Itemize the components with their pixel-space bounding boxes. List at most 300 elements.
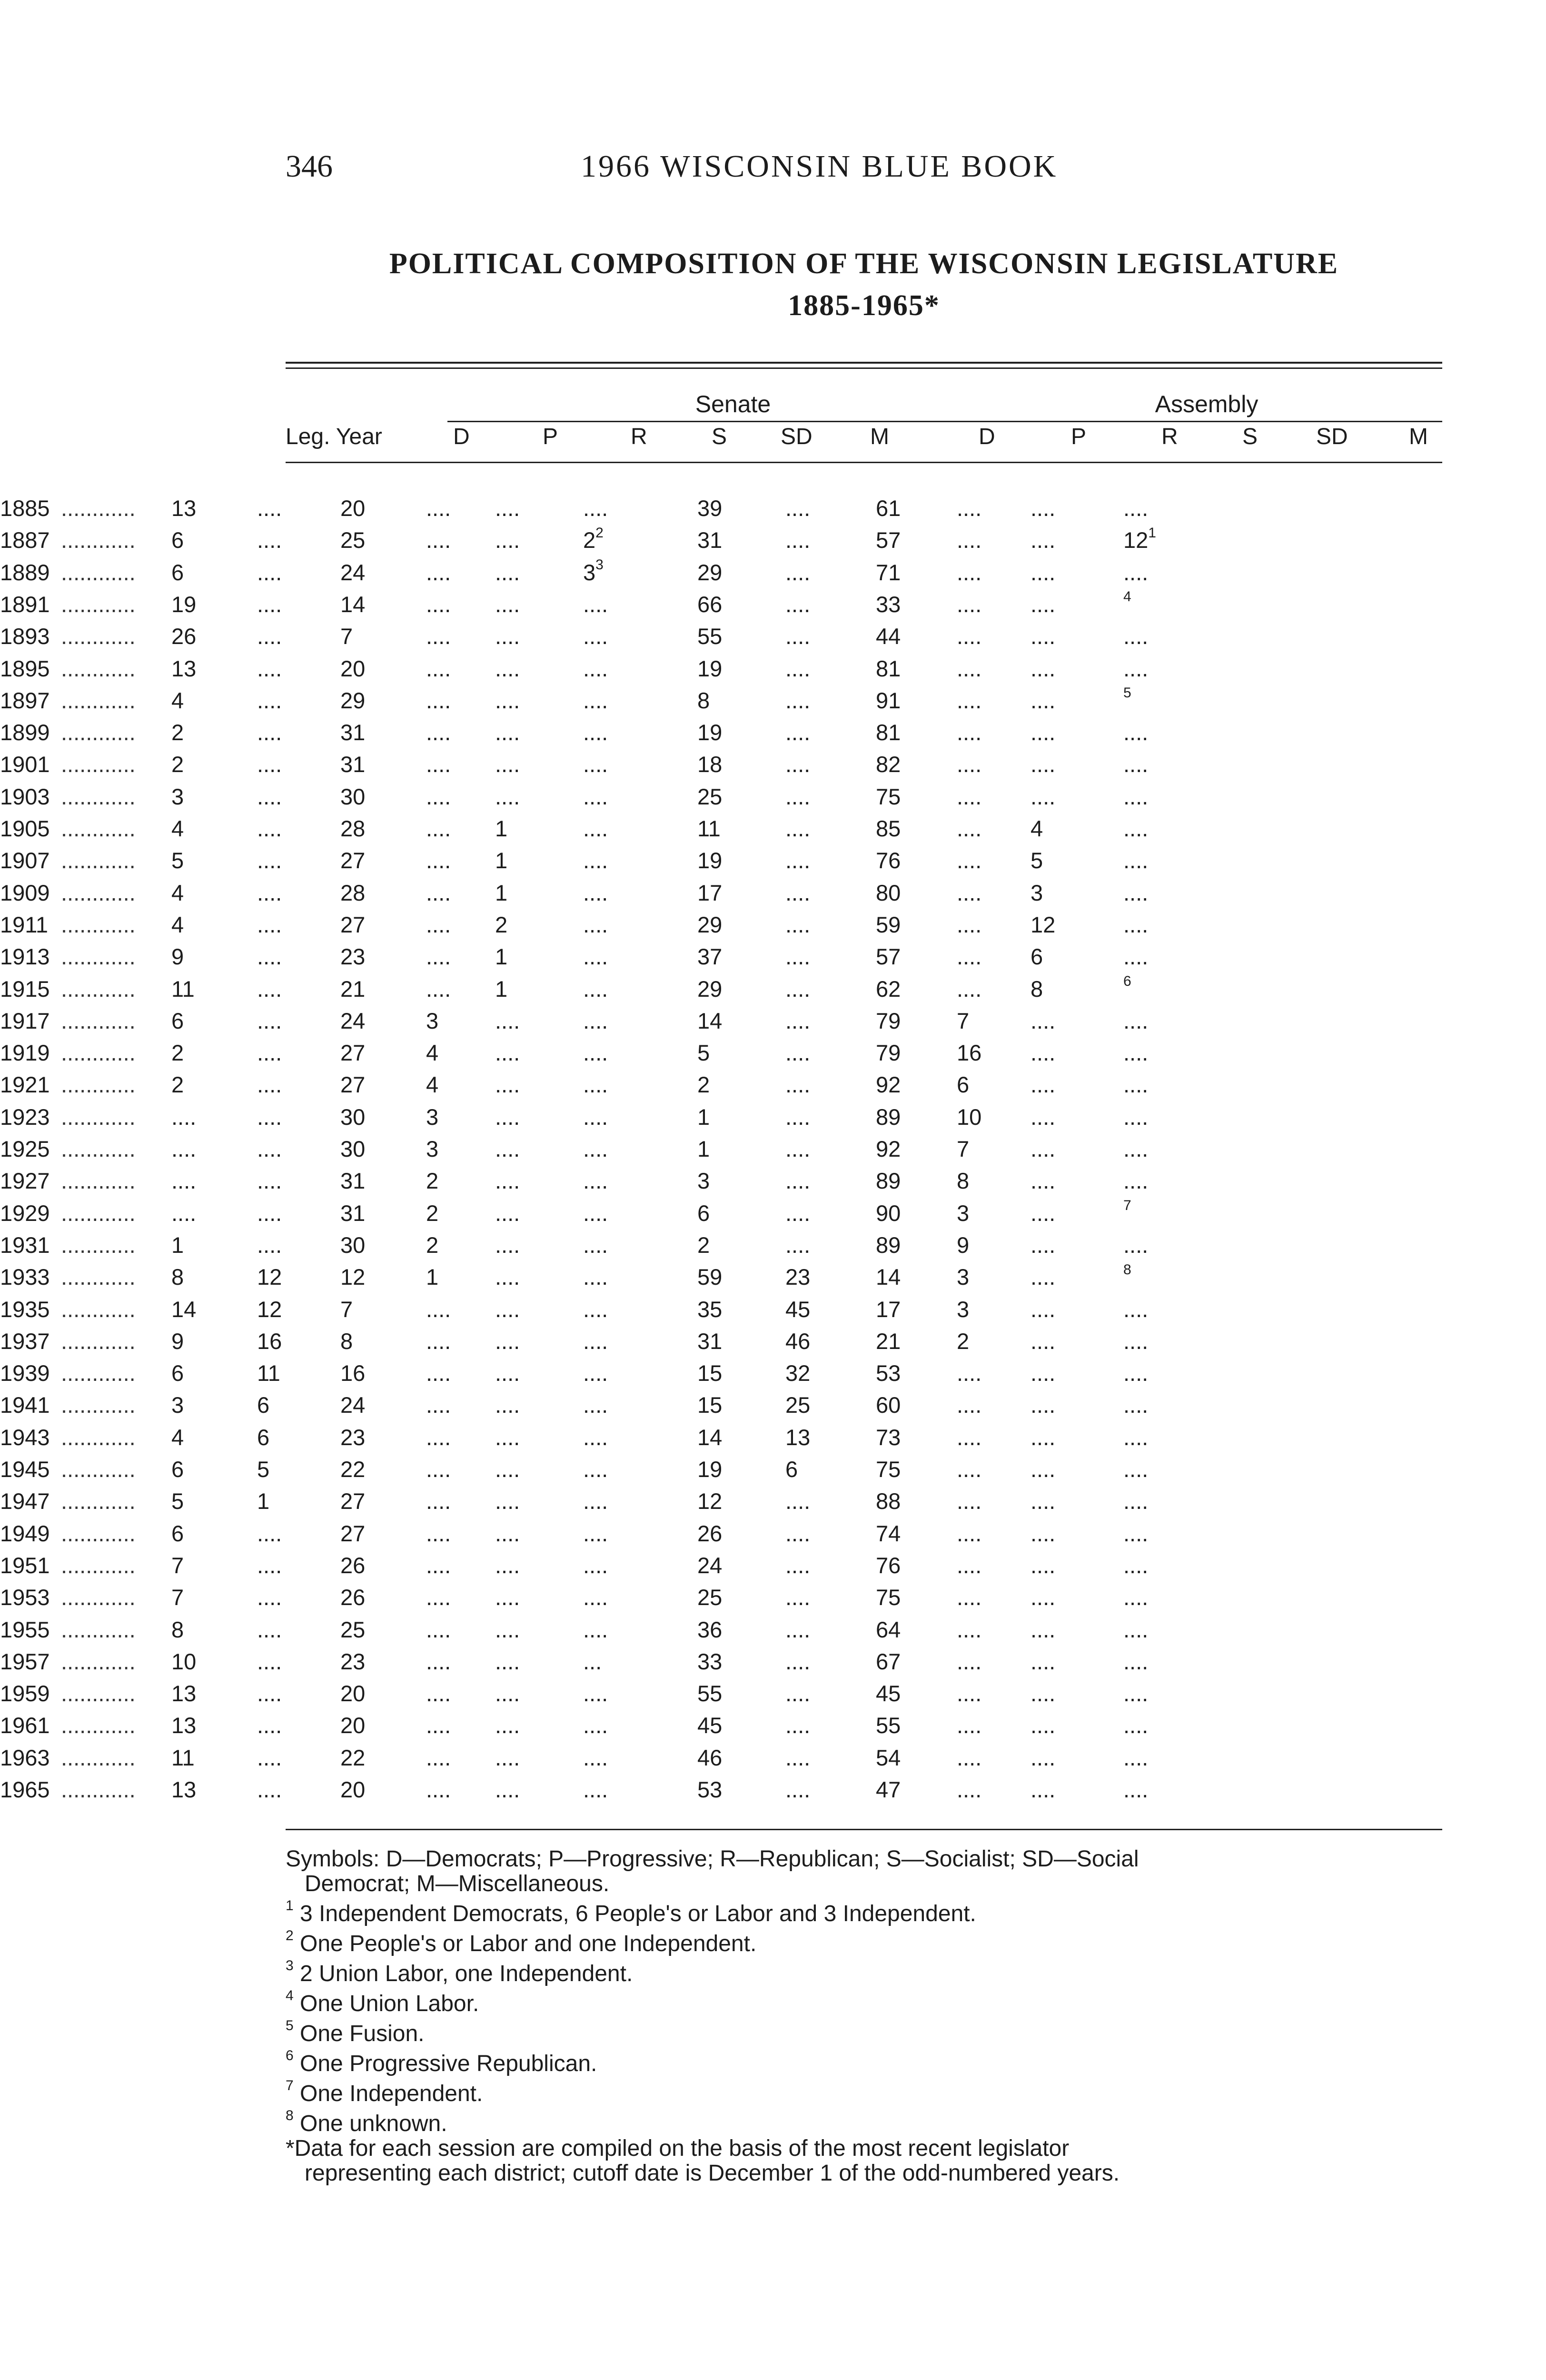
footnote bbox=[286, 1896, 1442, 1926]
senate-s-cell: 4 bbox=[426, 1040, 439, 1066]
assembly-s-cell: .... bbox=[957, 816, 982, 841]
row-year: 1947 bbox=[0, 1488, 50, 1514]
assembly-sd-cell: .... bbox=[1031, 1360, 1056, 1386]
assembly-r-cell: 57 bbox=[876, 527, 901, 553]
senate-r-cell: 24 bbox=[340, 1392, 366, 1418]
assembly-m-cell: .... bbox=[1123, 1296, 1149, 1322]
col-head-assembly-p: P bbox=[1071, 424, 1087, 449]
assembly-sd-cell: .... bbox=[1031, 783, 1056, 809]
senate-r-cell: 20 bbox=[340, 496, 366, 521]
table-row bbox=[0, 687, 1157, 719]
senate-group-heading: Senate bbox=[695, 391, 771, 417]
assembly-p-cell: .... bbox=[785, 1585, 811, 1610]
assembly-r-cell: 71 bbox=[876, 559, 901, 585]
senate-m-cell: .... bbox=[583, 720, 608, 745]
assembly-d-cell: 19 bbox=[697, 655, 723, 681]
senate-r-cell: 31 bbox=[340, 1168, 366, 1194]
footnote bbox=[286, 1926, 1442, 1956]
row-year: 1907 bbox=[0, 848, 50, 873]
senate-r-cell: 22 bbox=[340, 1457, 366, 1482]
table-row bbox=[0, 880, 1157, 912]
assembly-p-cell: 45 bbox=[785, 1296, 811, 1322]
assembly-r-cell: 85 bbox=[876, 816, 901, 841]
senate-sd-cell: .... bbox=[495, 1040, 520, 1066]
senate-d-cell: 2 bbox=[171, 1072, 184, 1098]
senate-d-cell: 13 bbox=[171, 1777, 197, 1802]
assembly-sd-cell: 4 bbox=[1031, 816, 1043, 841]
senate-r-cell: 27 bbox=[340, 1040, 366, 1066]
footnote bbox=[286, 2046, 1442, 2076]
assembly-m-cell: .... bbox=[1123, 1072, 1149, 1098]
assembly-r-cell: 81 bbox=[876, 720, 901, 745]
senate-r-cell: 26 bbox=[340, 1585, 366, 1610]
footnote-text: One unknown. bbox=[293, 2111, 447, 2136]
senate-p-cell: .... bbox=[257, 1777, 282, 1802]
assembly-r-cell: 91 bbox=[876, 687, 901, 713]
assembly-s-cell: .... bbox=[957, 1520, 982, 1546]
assembly-d-cell: 1 bbox=[697, 1136, 710, 1161]
senate-r-cell: 23 bbox=[340, 944, 366, 970]
senate-d-cell: .... bbox=[171, 1168, 197, 1194]
assembly-s-cell: 10 bbox=[957, 1104, 982, 1130]
senate-sd-cell: .... bbox=[495, 1745, 520, 1770]
assembly-d-cell: 55 bbox=[697, 624, 723, 649]
assembly-r-cell: 53 bbox=[876, 1360, 901, 1386]
footnote-mark: 4 bbox=[1123, 589, 1131, 605]
assembly-p-cell: .... bbox=[785, 944, 811, 970]
senate-s-cell: .... bbox=[426, 1328, 451, 1354]
footnote bbox=[286, 2016, 1442, 2046]
assembly-s-cell: 8 bbox=[957, 1168, 970, 1194]
senate-s-cell: .... bbox=[426, 816, 451, 841]
senate-s-cell: .... bbox=[426, 944, 451, 970]
senate-sd-cell: .... bbox=[495, 1328, 520, 1354]
senate-m-cell: .... bbox=[583, 1424, 608, 1450]
assembly-m-cell: .... bbox=[1123, 944, 1149, 970]
assembly-d-cell: 25 bbox=[697, 783, 723, 809]
assembly-p-cell: .... bbox=[785, 1745, 811, 1770]
assembly-d-cell: 12 bbox=[697, 1488, 723, 1514]
senate-s-cell: .... bbox=[426, 1745, 451, 1770]
assembly-d-cell: 29 bbox=[697, 912, 723, 937]
title-line-2: 1885-1965* bbox=[788, 289, 940, 322]
senate-p-cell: .... bbox=[257, 559, 282, 585]
row-leader-dots: ............ bbox=[61, 496, 136, 521]
assembly-s-cell: .... bbox=[957, 1392, 982, 1418]
assembly-r-cell: 79 bbox=[876, 1008, 901, 1033]
row-leader-dots: ............ bbox=[61, 1424, 136, 1450]
assembly-p-cell: .... bbox=[785, 527, 811, 553]
senate-d-cell: 2 bbox=[171, 720, 184, 745]
col-head-senate-r: R bbox=[631, 424, 647, 449]
senate-s-cell: .... bbox=[426, 1681, 451, 1706]
footnote-text: 3 Independent Democrats, 6 People's or Labor and 3 Independent. bbox=[293, 1901, 976, 1926]
table-row bbox=[0, 655, 1157, 687]
assembly-d-cell: 19 bbox=[697, 1457, 723, 1482]
assembly-d-cell: 3 bbox=[697, 1168, 710, 1194]
senate-d-cell: 11 bbox=[171, 1745, 195, 1770]
assembly-p-cell: .... bbox=[785, 1616, 811, 1642]
senate-sd-cell: .... bbox=[495, 1392, 520, 1418]
assembly-s-cell: 6 bbox=[957, 1072, 970, 1098]
page-header bbox=[286, 149, 1442, 196]
assembly-r-cell: 54 bbox=[876, 1745, 901, 1770]
assembly-d-cell: 1 bbox=[697, 1104, 710, 1130]
assembly-s-cell: .... bbox=[957, 496, 982, 521]
row-leader-dots: ............ bbox=[61, 687, 136, 713]
assembly-s-cell: .... bbox=[957, 1424, 982, 1450]
assembly-m-cell: .... bbox=[1123, 1488, 1149, 1514]
assembly-p-cell: .... bbox=[785, 624, 811, 649]
senate-sd-cell: .... bbox=[495, 1552, 520, 1578]
senate-sd-cell: .... bbox=[495, 687, 520, 713]
row-leader-dots: ............ bbox=[61, 1777, 136, 1802]
senate-m-cell: .... bbox=[583, 848, 608, 873]
assembly-p-cell: .... bbox=[785, 1520, 811, 1546]
assembly-m-cell: .... bbox=[1123, 816, 1149, 841]
row-year: 1885 bbox=[0, 496, 50, 521]
senate-r-cell: 7 bbox=[340, 624, 353, 649]
assembly-p-cell: 25 bbox=[785, 1392, 811, 1418]
senate-sd-cell: .... bbox=[495, 1104, 520, 1130]
assembly-m-cell bbox=[1123, 591, 1131, 617]
row-leader-dots: ............ bbox=[61, 1360, 136, 1386]
table-row bbox=[0, 1168, 1157, 1200]
assembly-sd-cell: .... bbox=[1031, 496, 1056, 521]
senate-d-cell: 6 bbox=[171, 527, 184, 553]
senate-r-cell: 24 bbox=[340, 559, 366, 585]
assembly-r-cell: 73 bbox=[876, 1424, 901, 1450]
table-row bbox=[0, 1584, 1157, 1616]
assembly-sd-cell: .... bbox=[1031, 1040, 1056, 1066]
senate-d-cell: 6 bbox=[171, 1520, 184, 1546]
assembly-sd-cell: .... bbox=[1031, 1648, 1056, 1674]
table-row bbox=[0, 1745, 1157, 1776]
senate-p-cell: .... bbox=[257, 816, 282, 841]
senate-d-cell: 4 bbox=[171, 816, 184, 841]
header-bottom-rule bbox=[286, 462, 1442, 463]
footnote-mark: 2 bbox=[595, 525, 604, 541]
senate-p-cell: .... bbox=[257, 752, 282, 777]
senate-p-cell: .... bbox=[257, 1232, 282, 1258]
senate-s-cell: .... bbox=[426, 1296, 451, 1322]
assembly-d-cell: 26 bbox=[697, 1520, 723, 1546]
assembly-p-cell: .... bbox=[785, 1040, 811, 1066]
assembly-m-cell: $12^1$ bbox=[1123, 525, 1156, 553]
assembly-sd-cell: .... bbox=[1031, 1681, 1056, 1706]
senate-s-cell: .... bbox=[426, 1424, 451, 1450]
senate-m-cell: .... bbox=[583, 1360, 608, 1386]
senate-m-cell: .... bbox=[583, 1328, 608, 1354]
row-leader-dots: ............ bbox=[61, 624, 136, 649]
assembly-s-cell: .... bbox=[957, 1681, 982, 1706]
row-leader-dots: ............ bbox=[61, 848, 136, 873]
assembly-d-cell: 55 bbox=[697, 1681, 723, 1706]
row-year: 1925 bbox=[0, 1136, 50, 1161]
senate-s-cell: .... bbox=[426, 527, 451, 553]
senate-d-cell: 11 bbox=[171, 976, 195, 1002]
row-leader-dots: ............ bbox=[61, 1296, 136, 1322]
senate-m-cell: .... bbox=[583, 1072, 608, 1098]
col-head-senate-sd: SD bbox=[781, 424, 813, 449]
senate-p-cell: .... bbox=[257, 848, 282, 873]
assembly-sd-cell: .... bbox=[1031, 752, 1056, 777]
senate-p-cell: .... bbox=[257, 1072, 282, 1098]
footnote-mark: 6 bbox=[1123, 973, 1131, 989]
senate-p-cell: 5 bbox=[257, 1457, 270, 1482]
assembly-s-cell: 7 bbox=[957, 1136, 970, 1161]
col-head-assembly-d: D bbox=[979, 424, 995, 449]
senate-r-cell: 20 bbox=[340, 1777, 366, 1802]
assembly-p-cell: .... bbox=[785, 752, 811, 777]
assembly-sd-cell: .... bbox=[1031, 1552, 1056, 1578]
senate-p-cell: 12 bbox=[257, 1296, 282, 1322]
senate-d-cell: 4 bbox=[171, 687, 184, 713]
senate-p-cell: .... bbox=[257, 1040, 282, 1066]
row-leader-dots: ............ bbox=[61, 752, 136, 777]
assembly-sd-cell: .... bbox=[1031, 1072, 1056, 1098]
senate-r-cell: 21 bbox=[340, 976, 366, 1002]
assembly-p-cell: .... bbox=[785, 912, 811, 937]
assembly-d-cell: 15 bbox=[697, 1360, 723, 1386]
row-year: 1887 bbox=[0, 527, 50, 553]
table-row bbox=[0, 1648, 1157, 1680]
senate-s-cell: .... bbox=[426, 496, 451, 521]
assembly-r-cell: 82 bbox=[876, 752, 901, 777]
senate-m-cell: .... bbox=[583, 1040, 608, 1066]
senate-m-cell: .... bbox=[583, 816, 608, 841]
running-title: 1966 WISCONSIN BLUE BOOK bbox=[581, 149, 1058, 184]
senate-sd-cell: 1 bbox=[495, 976, 508, 1002]
table-row bbox=[0, 1071, 1157, 1103]
row-year: 1899 bbox=[0, 720, 50, 745]
row-leader-dots: ............ bbox=[61, 1552, 136, 1578]
assembly-sd-cell: .... bbox=[1031, 527, 1056, 553]
senate-d-cell: 26 bbox=[171, 624, 197, 649]
senate-sd-cell: .... bbox=[495, 1296, 520, 1322]
senate-m-cell: .... bbox=[583, 1104, 608, 1130]
senate-sd-cell: .... bbox=[495, 1424, 520, 1450]
senate-d-cell: 2 bbox=[171, 1040, 184, 1066]
row-leader-dots: ............ bbox=[61, 944, 136, 970]
table-row bbox=[0, 1520, 1157, 1552]
row-leader-dots: ............ bbox=[61, 1008, 136, 1033]
symbols-line-1: Symbols: D—Democrats; P—Progressive; R—Republican; S—Socialist; SD—Social bbox=[286, 1846, 1139, 1872]
row-leader-dots: ............ bbox=[61, 880, 136, 905]
assembly-d-cell: 2 bbox=[697, 1072, 710, 1098]
assembly-sd-cell: .... bbox=[1031, 1168, 1056, 1194]
assembly-p-cell: .... bbox=[785, 1232, 811, 1258]
row-year: 1913 bbox=[0, 944, 50, 970]
assembly-s-cell: .... bbox=[957, 912, 982, 937]
row-year: 1931 bbox=[0, 1232, 50, 1258]
row-leader-dots: ............ bbox=[61, 1681, 136, 1706]
senate-p-cell: 12 bbox=[257, 1264, 282, 1290]
assembly-r-cell: 44 bbox=[876, 624, 901, 649]
senate-r-cell: 8 bbox=[340, 1328, 353, 1354]
col-head-assembly-r: R bbox=[1161, 424, 1178, 449]
assembly-p-cell: .... bbox=[785, 687, 811, 713]
table-row bbox=[0, 783, 1157, 815]
senate-m-cell: .... bbox=[583, 752, 608, 777]
assembly-r-cell: 90 bbox=[876, 1200, 901, 1226]
row-leader-dots: ............ bbox=[61, 1457, 136, 1482]
assembly-p-cell: .... bbox=[785, 1713, 811, 1738]
assembly-d-cell: 46 bbox=[697, 1745, 723, 1770]
senate-p-cell: .... bbox=[257, 783, 282, 809]
row-leader-dots: ............ bbox=[61, 1648, 136, 1674]
senate-m-cell: .... bbox=[583, 687, 608, 713]
senate-r-cell: 27 bbox=[340, 1488, 366, 1514]
assembly-d-cell: 5 bbox=[697, 1040, 710, 1066]
senate-r-cell: 25 bbox=[340, 1616, 366, 1642]
assembly-p-cell: .... bbox=[785, 1136, 811, 1161]
senate-r-cell: 20 bbox=[340, 1713, 366, 1738]
assembly-sd-cell: .... bbox=[1031, 1585, 1056, 1610]
senate-r-cell: 27 bbox=[340, 1072, 366, 1098]
assembly-d-cell: 2 bbox=[697, 1232, 710, 1258]
senate-p-cell: .... bbox=[257, 976, 282, 1002]
assembly-sd-cell: .... bbox=[1031, 1104, 1056, 1130]
senate-r-cell: 26 bbox=[340, 1552, 366, 1578]
col-head-senate-d: D bbox=[453, 424, 470, 449]
senate-sd-cell: .... bbox=[495, 1713, 520, 1738]
senate-r-cell: 12 bbox=[340, 1264, 366, 1290]
footnote-mark: 8 bbox=[1123, 1261, 1131, 1278]
senate-d-cell: 9 bbox=[171, 1328, 184, 1354]
assembly-d-cell: 45 bbox=[697, 1713, 723, 1738]
row-leader-dots: ............ bbox=[61, 1232, 136, 1258]
senate-m-cell: .... bbox=[583, 1552, 608, 1578]
assembly-p-cell: .... bbox=[785, 1008, 811, 1033]
row-year: 1959 bbox=[0, 1681, 50, 1706]
row-leader-dots: ............ bbox=[61, 720, 136, 745]
senate-p-cell: .... bbox=[257, 527, 282, 553]
table-row bbox=[0, 1104, 1157, 1136]
assembly-p-cell: .... bbox=[785, 816, 811, 841]
assembly-s-cell: .... bbox=[957, 591, 982, 617]
assembly-sd-cell: 6 bbox=[1031, 944, 1043, 970]
assembly-p-cell: 46 bbox=[785, 1328, 811, 1354]
table-row bbox=[0, 1456, 1157, 1488]
assembly-m-cell: .... bbox=[1123, 1745, 1149, 1770]
senate-sd-cell: .... bbox=[495, 1072, 520, 1098]
row-year: 1917 bbox=[0, 1008, 50, 1033]
assembly-m-cell: .... bbox=[1123, 912, 1149, 937]
assembly-s-cell: .... bbox=[957, 624, 982, 649]
assembly-d-cell: 14 bbox=[697, 1008, 723, 1033]
senate-r-cell: 31 bbox=[340, 752, 366, 777]
assembly-m-cell: .... bbox=[1123, 1552, 1149, 1578]
senate-p-cell: .... bbox=[257, 1616, 282, 1642]
row-year: 1923 bbox=[0, 1104, 50, 1130]
assembly-r-cell: 75 bbox=[876, 783, 901, 809]
assembly-sd-cell: 12 bbox=[1031, 912, 1056, 937]
senate-r-cell: 31 bbox=[340, 1200, 366, 1226]
table-row bbox=[0, 1488, 1157, 1520]
senate-d-cell: 9 bbox=[171, 944, 184, 970]
senate-p-cell: .... bbox=[257, 1168, 282, 1194]
assembly-d-cell: 53 bbox=[697, 1777, 723, 1802]
assembly-p-cell: 23 bbox=[785, 1264, 811, 1290]
assembly-sd-cell: .... bbox=[1031, 1713, 1056, 1738]
row-year: 1963 bbox=[0, 1745, 50, 1770]
assembly-d-cell: 6 bbox=[697, 1200, 710, 1226]
senate-sd-cell: .... bbox=[495, 1457, 520, 1482]
assembly-sd-cell: .... bbox=[1031, 655, 1056, 681]
senate-m-cell: .... bbox=[583, 880, 608, 905]
row-leader-dots: ............ bbox=[61, 1328, 136, 1354]
senate-m-cell: .... bbox=[583, 1008, 608, 1033]
row-year: 1957 bbox=[0, 1648, 50, 1674]
assembly-s-cell: .... bbox=[957, 687, 982, 713]
table-row bbox=[0, 1680, 1157, 1712]
assembly-r-cell: 59 bbox=[876, 912, 901, 937]
assembly-p-cell: .... bbox=[785, 1200, 811, 1226]
assembly-d-cell: 29 bbox=[697, 559, 723, 585]
senate-d-cell: 6 bbox=[171, 1360, 184, 1386]
assembly-p-cell: .... bbox=[785, 496, 811, 521]
assembly-m-cell: .... bbox=[1123, 1648, 1149, 1674]
senate-r-cell: 14 bbox=[340, 591, 366, 617]
senate-d-cell: 3 bbox=[171, 783, 184, 809]
assembly-m-cell: .... bbox=[1123, 1008, 1149, 1033]
title-line-1: POLITICAL COMPOSITION OF THE WISCONSIN LEGISLATURE bbox=[389, 248, 1339, 280]
senate-sd-cell: .... bbox=[495, 1232, 520, 1258]
senate-m-cell: .... bbox=[583, 1457, 608, 1482]
assembly-p-cell: 13 bbox=[785, 1424, 811, 1450]
assembly-d-cell: 14 bbox=[697, 1424, 723, 1450]
table-row bbox=[0, 1424, 1157, 1456]
assembly-r-cell: 61 bbox=[876, 496, 901, 521]
senate-d-cell: .... bbox=[171, 1200, 197, 1226]
footnote-mark: 7 bbox=[1123, 1197, 1131, 1213]
assembly-r-cell: 74 bbox=[876, 1520, 901, 1546]
senate-d-cell: 6 bbox=[171, 559, 184, 585]
assembly-d-cell: 8 bbox=[697, 687, 710, 713]
senate-m-cell: .... bbox=[583, 976, 608, 1002]
senate-d-cell: 14 bbox=[171, 1296, 197, 1322]
senate-m-cell: $2^2$ bbox=[583, 525, 604, 553]
assembly-d-cell: 39 bbox=[697, 496, 723, 521]
assembly-group-line bbox=[971, 421, 1442, 422]
table-row bbox=[0, 1328, 1157, 1360]
senate-s-cell: 3 bbox=[426, 1104, 439, 1130]
senate-m-cell: .... bbox=[583, 944, 608, 970]
senate-d-cell: 13 bbox=[171, 655, 197, 681]
senate-sd-cell: .... bbox=[495, 1168, 520, 1194]
senate-d-cell: 6 bbox=[171, 1457, 184, 1482]
senate-m-cell: .... bbox=[583, 1681, 608, 1706]
senate-d-cell: 13 bbox=[171, 1681, 197, 1706]
assembly-s-cell: .... bbox=[957, 848, 982, 873]
senate-s-cell: 3 bbox=[426, 1008, 439, 1033]
senate-d-cell: 4 bbox=[171, 1424, 184, 1450]
assembly-sd-cell: .... bbox=[1031, 1424, 1056, 1450]
senate-d-cell: 19 bbox=[171, 591, 197, 617]
senate-p-cell: .... bbox=[257, 1008, 282, 1033]
table-row bbox=[0, 1296, 1157, 1328]
assembly-s-cell: 9 bbox=[957, 1232, 970, 1258]
row-year: 1939 bbox=[0, 1360, 50, 1386]
assembly-p-cell: .... bbox=[785, 559, 811, 585]
assembly-p-cell: .... bbox=[785, 1072, 811, 1098]
senate-m-cell: .... bbox=[583, 1777, 608, 1802]
senate-r-cell: 23 bbox=[340, 1424, 366, 1450]
assembly-sd-cell: .... bbox=[1031, 1008, 1056, 1033]
row-year: 1903 bbox=[0, 783, 50, 809]
top-rule-2 bbox=[286, 367, 1442, 369]
